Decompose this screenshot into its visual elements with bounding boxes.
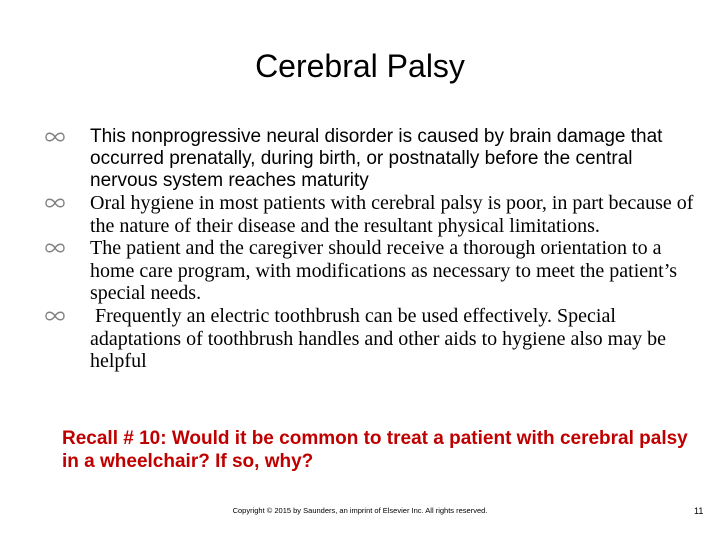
bullet-item <box>62 237 702 305</box>
bullet-list <box>62 126 702 373</box>
slide-title: Cerebral Palsy <box>255 48 465 84</box>
bullet-text: Oral hygiene in most patients with cerebral palsy is poor, in part because of the nature of their disease and the resultant physical limitations. <box>90 192 694 237</box>
copyright-footer: Copyright © 2015 by Saunders, an imprint of Elsevier Inc. All rights reserved. <box>232 506 488 515</box>
bullet-text: Frequently an electric toothbrush can be used effectively. Special adaptations of toothbrush handles and other aids to hygiene also may be helpful <box>90 304 671 373</box>
recall-question: Recall # 10: Would it be common to treat a patient with cerebral palsy in a wheelchair? If so, why? <box>62 428 688 472</box>
bullet-item <box>62 305 702 373</box>
bullet-item <box>62 126 702 192</box>
infinity-icon <box>44 309 66 323</box>
page-number: 11 <box>694 506 704 516</box>
bullet-text: This nonprogressive neural disorder is caused by brain damage that occurred prenatally, during birth, or postnatally before the central nervous system reaches maturity <box>90 126 663 191</box>
infinity-icon <box>44 130 66 144</box>
infinity-icon <box>44 241 66 255</box>
bullet-item <box>62 192 702 237</box>
infinity-icon <box>44 196 66 210</box>
bullet-text: The patient and the caregiver should receive a thorough orientation to a home care program, with modifications as necessary to meet the patient’s special needs. <box>90 237 678 305</box>
